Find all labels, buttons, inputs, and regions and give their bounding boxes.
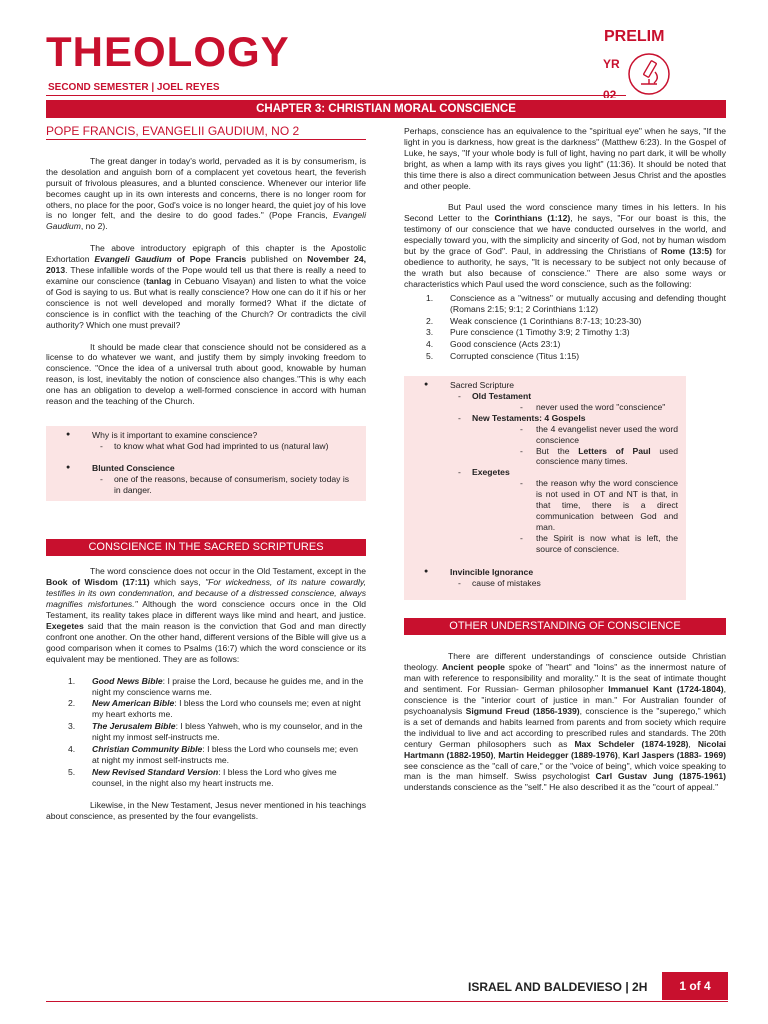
paragraph: Perhaps, conscience has an equivalence to the "spiritual eye" when he says, "If the light in you is darkness, how great is the darkness" (Matthew 6:23). In the Gospel of Luke, he says, "If your whole body is full of light, having no part dark, it will be wholly bright, as when a lamp with its rays gives you light" (11:36). It should be noted that this time there is also a direct communication between Jesus Christ and the apostles and other people.: [404, 126, 726, 191]
note-subitem: - one of the reasons, because of consumerism, society today is in danger.: [54, 474, 358, 496]
year-number: 02: [603, 88, 617, 98]
paul-conscience-list: [404, 293, 726, 362]
list-item: 5. New Revised Standard Version: I bless the Lord who gives me counsel, in the night also my heart instructs me.: [68, 766, 337, 788]
footer-authors: ISRAEL AND BALDEVIESO | 2H: [468, 980, 648, 994]
paragraph: The great danger in today's world, pervaded as it is by consumerism, is the desolation and anguish born of a complacent yet covetous heart, the feverish pursuit of frivolous pleasures, and a blunted conscience. Whenever our interior life becomes caught up in its own interests and concerns, there is no longer room for others, no place for the poor, God's voice is no longer heard, the quiet joy of his love is no longer felt, and the desire to do good fades." (Pope Francis, Evangeli Gaudium, no 2).: [46, 155, 366, 232]
note-subitem: - cause of mistakes: [412, 578, 678, 589]
page-number-badge: 1 of 4: [662, 972, 728, 1000]
notes-box: [46, 426, 366, 502]
list-item: 4. Good conscience (Acts 23:1): [426, 339, 561, 350]
note-subitem: - the reason why the word conscience is not used in OT and NT is that, in that time, there is a direct communication between God and man.: [412, 478, 678, 533]
chapter-heading: CHAPTER 3: CHRISTIAN MORAL CONSCIENCE: [46, 100, 726, 118]
microscope-icon: [627, 52, 671, 96]
page-title: THEOLOGY: [46, 28, 290, 75]
paragraph: But Paul used the word conscience many times in his letters. In his Second Letter to the Corinthians (1:12), he says, "For our boast is this, the testimony of our conscience that we have conducted ourselves in the world, and especially toward you, with the simplicity and sincerity of God, not by human wisdom but by the grace of God". Paul, in addressing the Christians of Rome (13:5) for obedience to authority, he says, "It is necessary to be subject not only because of the wrath but also because of conscience." There are also some ways or characteristics which Paul used the word conscience, such as the following:: [404, 202, 727, 289]
notes-box: [404, 376, 686, 600]
paragraph: Likewise, in the New Testament, Jesus never mentioned in his teachings about conscience, as presented by the four evangelists.: [46, 799, 366, 821]
header-divider: [46, 95, 626, 96]
list-item: 5. Corrupted conscience (Titus 1:15): [426, 351, 580, 362]
prelim-label: PRELIM: [604, 28, 665, 45]
paragraph: It should be made clear that conscience should not be considered as a license to do whatever we want, and justify them by simply invoking freedom to conscience. "Once the idea of a universal truth about good, knowable by human reason, is lost, inevitably the notion of conscience also changes."This is why each one has an obligation to develop a well-formed conscience in accord with human reason and the teaching of the Church.: [46, 341, 366, 407]
note-subitem: - never used the word "conscience": [412, 402, 678, 413]
note-subitem: - the 4 evangelist never used the word conscience: [412, 424, 678, 446]
list-item: 2. New American Bible: I bless the Lord who counsels me; even at night my heart exhorts me.: [68, 698, 361, 720]
list-item: 4. Christian Community Bible: I bless the Lord who counsels me; even at night my inmost self-instructs me.: [68, 744, 359, 765]
section-title-sacred-scriptures: CONSCIENCE IN THE SACRED SCRIPTURES: [46, 539, 366, 556]
note-bullet: ● Invincible Ignorance: [412, 567, 678, 578]
page-subtitle: SECOND SEMESTER | JOEL REYES: [48, 82, 220, 93]
note-bullet: ● Why is it important to examine conscience?: [54, 430, 358, 441]
paragraph: The above introductory epigraph of this chapter is the Apostolic Exhortation Evangeli Gaudium of Pope Francis published on November 24, 2013. These infallible words of the Pope would tell us that there is really a need to examine our conscience (tanlag in Cebuano Visayan) and listen to what the voice of God is saying to us. But what is really conscience? How one can do it if his or her conscience is not well developed and morally formed? What if the dictate of conscience is in conflict with the teaching of the Church? Or contradicts the civil authority? Which one must prevail?: [46, 243, 367, 330]
section-title-pope-francis: POPE FRANCIS, EVANGELII GAUDIUM, NO 2: [46, 126, 366, 140]
paragraph: There are different understandings of conscience outside Christian theology. Ancient people spoke of "heart" and "loins" as the innermost nature of man with reference to responsibility and morality." It is the seat of intimate thought and sentiment. For Russian- German philosopher Immanuel Kant (1724-1804), conscience is the "interior court of justice in man." For Australian founder of psychoanalysis Sigmund Freud (1856-1939), conscience is the "superego," which is a set of demands and habits learned from parents and from society which require the individual to live and act according to prescribed rules and standards. The 20th century German philosophers such as Max Schdeler (1874-1928), Nicolai Hartmann (1882-1950), Martin Heidegger (1889-1976), Karl Jaspers (1883- 1969) see conscience as the "call of care," or the "voice of being", which voice speaking to man is the man himself. Swiss psychologist Carl Gustav Jung (1875-1961) understands conscience as the "self." He also described it as the "court of appeal.": [404, 651, 727, 793]
list-item: 3. The Jerusalem Bible: I bless Yahweh, who is my counselor, and in the night my inmost self-instructs me.: [68, 721, 363, 743]
note-subitem: - New Testaments: 4 Gospels: [412, 413, 678, 424]
left-column: [46, 126, 366, 833]
note-subitem: - to know what what God had imprinted to us (natural law): [54, 441, 358, 452]
section-title-other-understanding: OTHER UNDERSTANDING OF CONSCIENCE: [404, 618, 726, 635]
list-item: 3. Pure conscience (1 Timothy 3:9; 2 Timothy 1:3): [426, 327, 630, 338]
paragraph: The word conscience does not occur in the Old Testament, except in the Book of Wisdom (17:11) which says, "For wickedness, of its nature cowardly, testifies in its own condemnation, and because of a distressed conscience, always magnifies misfortunes." Although the word conscience occurs once in the Old Testament, its reality takes place in different ways like mind and heart, and justice. Exegetes said that the main reason is the conviction that God and man directly confront one another. On the other hand, different versions of the Bible will give us a good comparison when it comes to Psalms (16:7) which the word conscience or its equivalent may be mentioned. They are as follows:: [46, 566, 367, 664]
right-column: [404, 126, 726, 804]
note-subitem: - Old Testament: [412, 391, 678, 402]
note-subitem: - Exegetes: [412, 467, 678, 478]
note-bullet: ● Blunted Conscience: [54, 463, 358, 474]
list-item: 2. Weak conscience (1 Corinthians 8:7-13; 10:23-30): [426, 315, 642, 326]
list-item: 1. Good News Bible: I praise the Lord, because he guides me, and in the night my conscience warns me.: [68, 675, 364, 697]
list-item: 1. Conscience as a "witness" or mutually accusing and defending thought (Romans 2:15; 9:1; 2 Corinthians 1:12): [426, 292, 726, 314]
year-label: YR: [603, 57, 620, 71]
bible-versions-list: [46, 676, 366, 789]
footer-divider: [46, 1001, 728, 1002]
note-subitem: - But the Letters of Paul used conscience many times.: [412, 446, 678, 468]
note-bullet: ● Sacred Scripture: [412, 380, 678, 391]
note-subitem: - the Spirit is now what is left, the source of conscience.: [412, 533, 678, 555]
